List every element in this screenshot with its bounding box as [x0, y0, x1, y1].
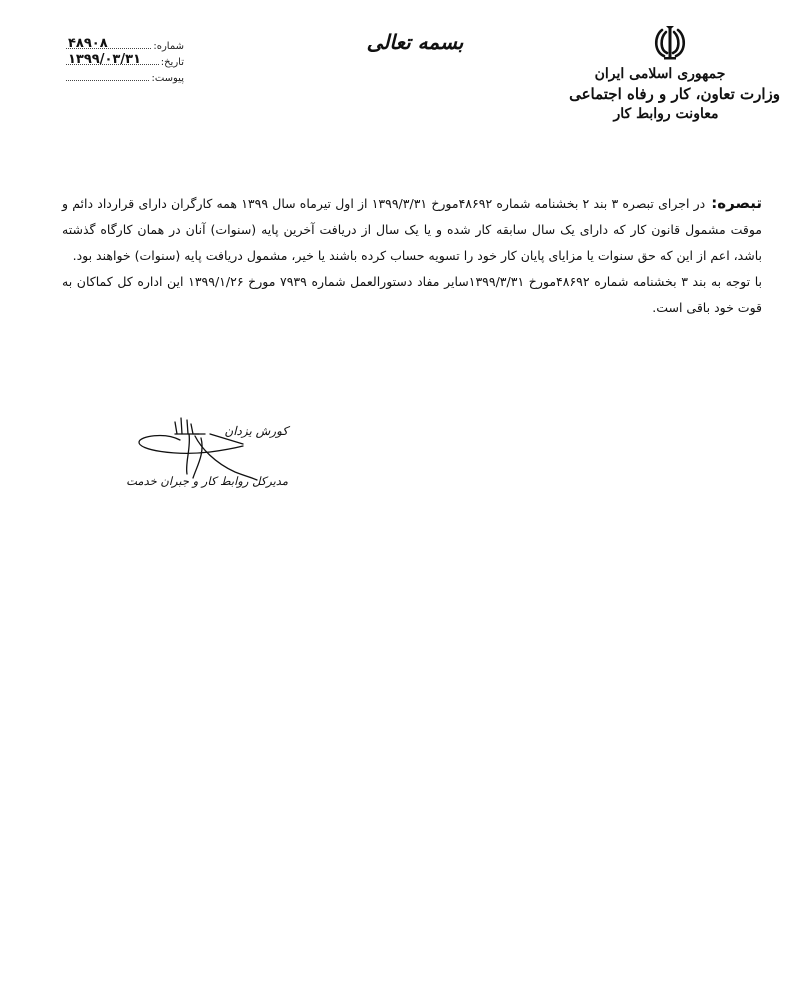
ministry-name: وزارت تعاون، کار و رفاه اجتماعی — [569, 85, 780, 103]
paragraph-1-text: در اجرای تبصره ۳ بند ۲ بخشنامه شماره ۴۸۶۹۲مورخ ۱۳۹۹/۳/۳۱ از اول تیرماه سال ۱۳۹۹ همه کارگران دارای قرارداد دائم و موقت مشمول قانون کار که دارای یک سال سابقه کار شده و یا یک سال از دریافت آخرین پایه (سنوات) آنان در همان کارگاه گذشته باشد، اعم از این که حق سنوات یا مزایای پایان کار خود را تسویه حساب کرده باشند یا خیر، مشمول دریافت پایه (سنوات) خواهند بود. — [62, 196, 762, 263]
number-dots — [66, 36, 151, 51]
signatory-title: مدیرکل روابط کار و جبران خدمت — [126, 474, 288, 488]
note-label: تبصره: — [711, 194, 762, 212]
date-label: تاریخ: — [160, 57, 184, 68]
date-dots — [66, 52, 159, 67]
paragraph-2: با توجه به بند ۳ بخشنامه شماره ۴۸۶۹۲مورخ ۱۳۹۹/۳/۳۱سایر مفاد دستورالعمل شماره ۷۹۳۹ مورخ ۱۳۹۹/۱/۲۶ این اداره کل کماکان به قوت خود باقی است. — [62, 274, 762, 315]
country-name: جمهوری اسلامی ایران — [594, 66, 726, 82]
signatory-name: کورش یزدان — [224, 424, 288, 438]
paragraph-note — [62, 190, 762, 269]
meta-date-row — [64, 52, 184, 72]
iran-emblem-icon — [652, 22, 688, 62]
letter-meta — [64, 36, 184, 88]
deputy-name: معاونت روابط کار — [613, 106, 719, 122]
letter-body — [62, 190, 762, 321]
letter-number: ۴۸۹۰۸ — [68, 36, 108, 51]
attachment-dots — [66, 72, 149, 81]
meta-attachment-row — [64, 72, 184, 88]
number-label: شماره: — [153, 41, 184, 52]
signature-block — [126, 408, 300, 503]
bismillah-heading: بسمه تعالی — [366, 30, 464, 54]
ministry-header — [569, 22, 780, 124]
letter-date: ۱۳۹۹/۰۳/۳۱ — [68, 52, 141, 67]
handwritten-signature-icon — [135, 408, 300, 503]
attachment-label: پیوست: — [151, 73, 184, 84]
